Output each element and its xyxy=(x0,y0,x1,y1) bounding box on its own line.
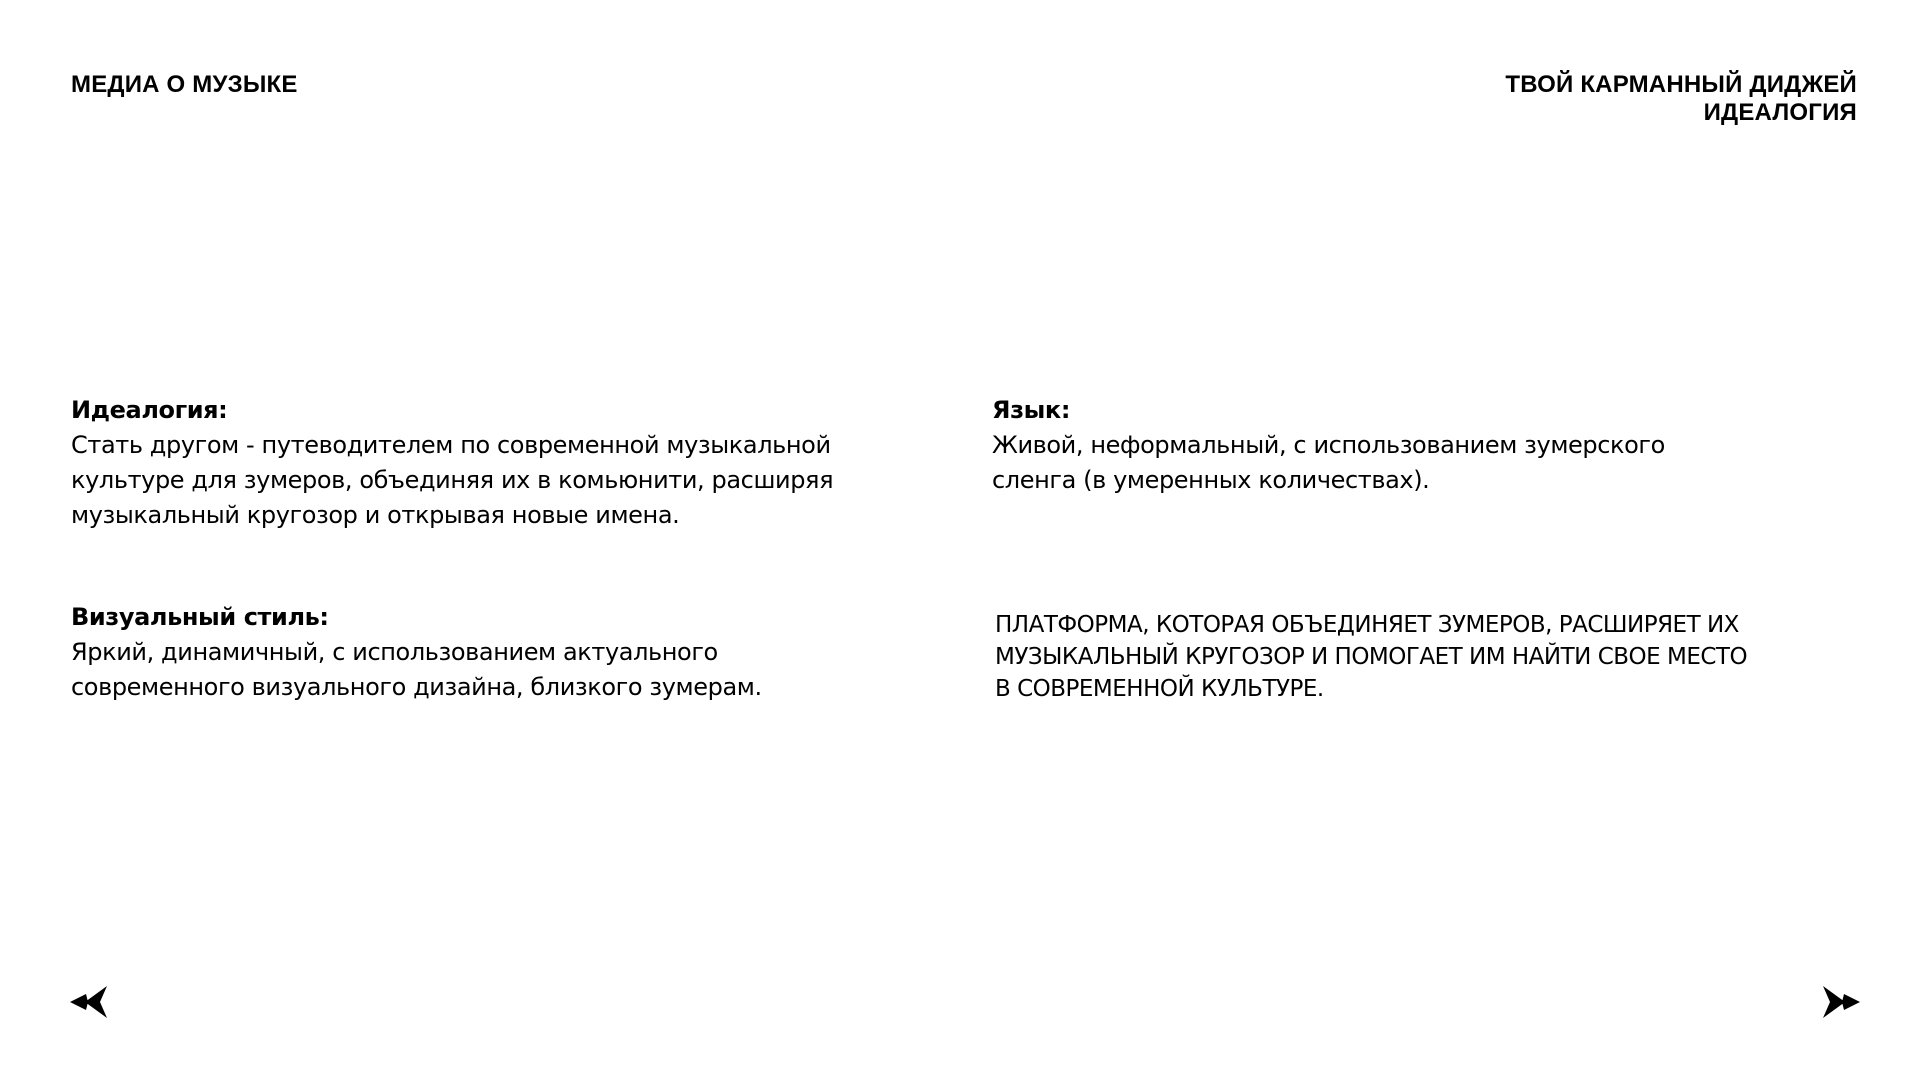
section-title xyxy=(1505,71,1857,127)
visual-style-heading: Визуальный стиль: xyxy=(71,603,329,631)
ideology-block xyxy=(71,393,833,533)
visual-style-text-line: современного визуального дизайна, близкого зумерам. xyxy=(71,673,762,701)
ideology-text-line: культуре для зумеров, объединяя их в комьюнити, расширяя xyxy=(71,466,834,494)
language-text-line: Живой, неформальный, с использованием зумерского xyxy=(992,431,1665,459)
slogan-line: В СОВРЕМЕННОЙ КУЛЬТУРЕ. xyxy=(995,676,1324,702)
language-text-line: сленга (в умеренных количествах). xyxy=(992,466,1430,494)
previous-slide-button[interactable] xyxy=(69,984,109,1020)
next-slide-button[interactable] xyxy=(1821,984,1861,1020)
slogan-line: МУЗЫКАЛЬНЫЙ КРУГОЗОР И ПОМОГАЕТ ИМ НАЙТИ СВОЕ МЕСТО xyxy=(995,644,1748,670)
rewind-arrow-icon xyxy=(69,984,109,1020)
section-title-line-2: ИДЕАЛОГИЯ xyxy=(1703,99,1857,126)
visual-style-text-line: Яркий, динамичный, с использованием актуального xyxy=(71,638,718,666)
fast-forward-arrow-icon xyxy=(1821,984,1861,1020)
platform-slogan xyxy=(995,609,1747,705)
visual-style-block xyxy=(71,600,762,705)
media-title: МЕДИА О МУЗЫКЕ xyxy=(71,71,298,98)
ideology-text-line: музыкальный кругозор и открывая новые имена. xyxy=(71,501,680,529)
language-block xyxy=(992,393,1665,498)
ideology-text-line: Стать другом - путеводителем по современной музыкальной xyxy=(71,431,831,459)
ideology-heading: Идеалогия: xyxy=(71,396,228,424)
slogan-line: ПЛАТФОРМА, КОТОРАЯ ОБЪЕДИНЯЕТ ЗУМЕРОВ, РАСШИРЯЕТ ИХ xyxy=(995,612,1739,638)
section-title-line-1: ТВОЙ КАРМАННЫЙ ДИДЖЕЙ xyxy=(1505,71,1857,98)
language-heading: Язык: xyxy=(992,396,1071,424)
